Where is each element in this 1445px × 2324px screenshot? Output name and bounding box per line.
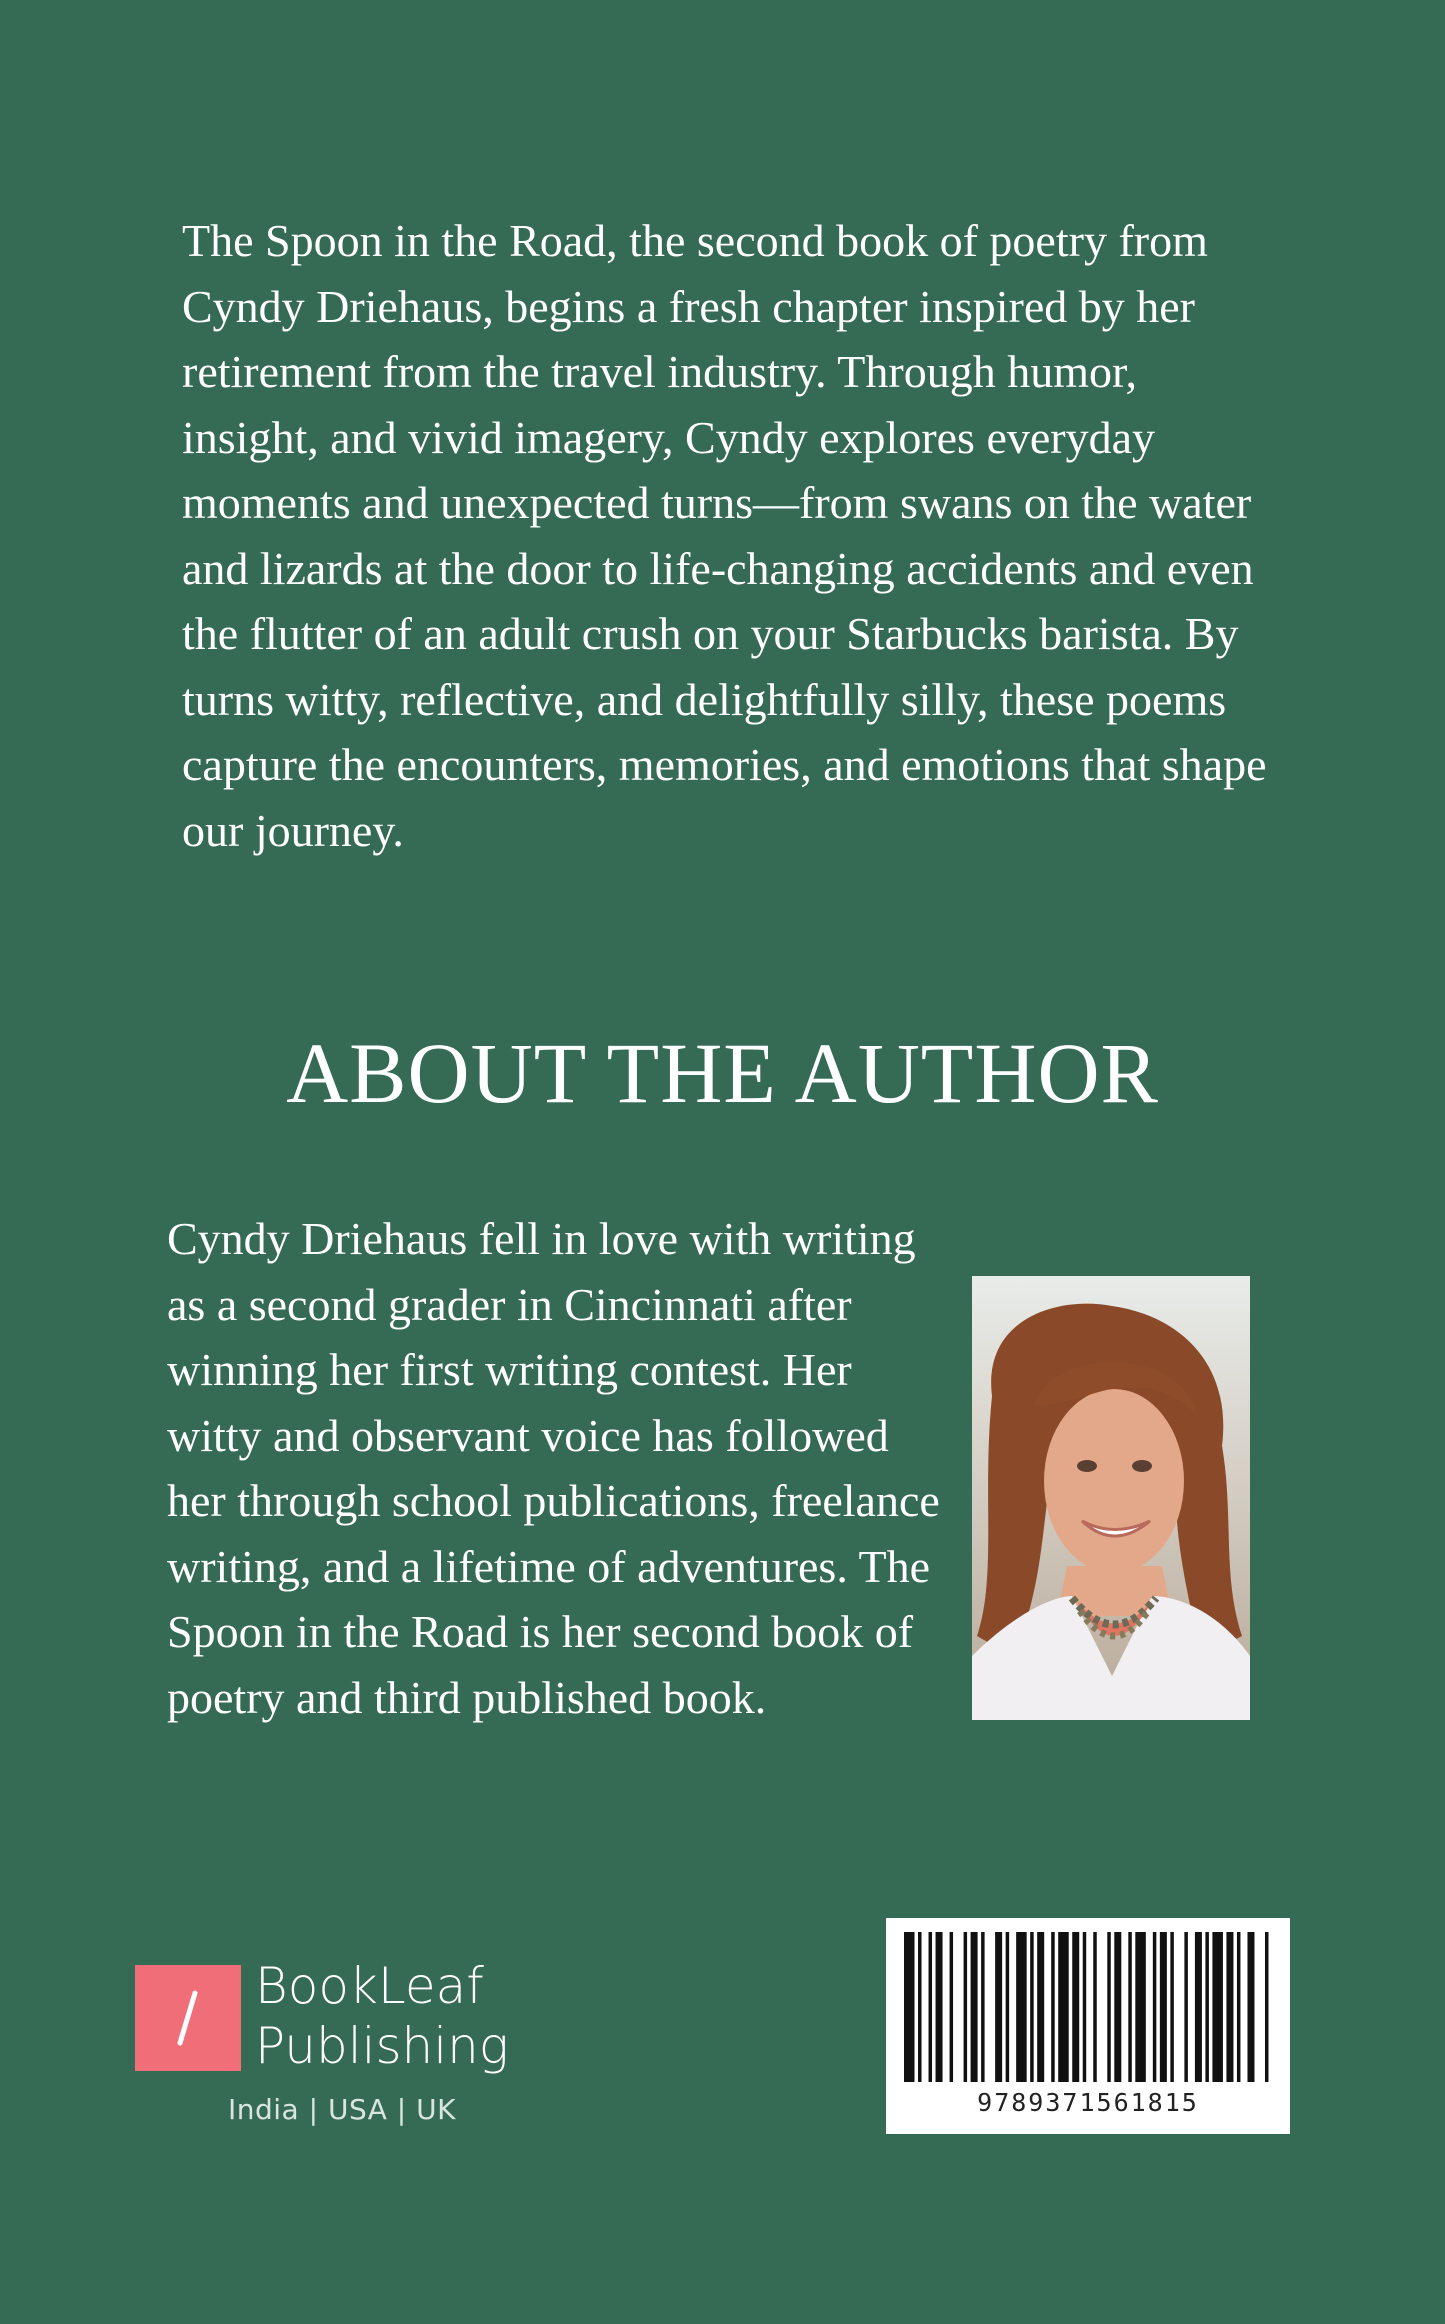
publisher-name-line2: Publishing (255, 2017, 509, 2075)
author-bio: Cyndy Driehaus fell in love with writing as a second grader in Cincinnati after winning her first writing contest. Her witty and observant voice has followed her through school publications, freelance writing, and a lifetime of adventures. The Spoon in the Road is her second book of poetry and third published book. (167, 1213, 940, 1723)
barcode-bar (1114, 1932, 1121, 2082)
author-photo (972, 1276, 1250, 1720)
barcode-bar (1205, 1932, 1209, 2082)
barcode-bar (995, 1932, 1002, 2082)
barcode-bar (1212, 1932, 1223, 2082)
barcode-bar (1170, 1932, 1174, 2082)
barcode-bar (1058, 1932, 1069, 2082)
barcode-bar (1237, 1932, 1241, 2082)
barcode-bar (1184, 1932, 1188, 2082)
barcode-bars (904, 1932, 1272, 2082)
barcode-bar (1128, 1932, 1132, 2082)
publisher-regions: India | USA | UK (228, 2093, 456, 2126)
barcode-bar (1006, 1932, 1010, 2082)
publisher-name (255, 1956, 509, 2076)
barcode-bar (1195, 1932, 1202, 2082)
barcode-bar (981, 1932, 985, 2082)
publisher-block (135, 1957, 555, 2130)
barcode-bar (1153, 1932, 1157, 2082)
barcode-bar (918, 1932, 922, 2082)
barcode-bar (950, 1932, 954, 2082)
isbn-number: 9789371561815 (977, 2088, 1199, 2117)
about-author-heading: ABOUT THE AUTHOR (286, 1025, 1159, 1121)
publisher-logo-icon (135, 1965, 241, 2071)
barcode-bar (1160, 1932, 1167, 2082)
barcode-bar (1093, 1932, 1097, 2082)
barcode-bar (936, 1932, 943, 2082)
barcode-bar (1072, 1932, 1079, 2082)
publisher-name-line1: BookLeaf (255, 1957, 484, 2015)
barcode-bar (1083, 1932, 1087, 2082)
barcode-bar (964, 1932, 968, 2082)
barcode-bar (1226, 1932, 1233, 2082)
barcode-bar (1051, 1932, 1055, 2082)
barcode-bar (1107, 1932, 1111, 2082)
barcode-bar (1265, 1932, 1269, 2082)
barcode-bar (1016, 1932, 1027, 2082)
barcode-bar (971, 1932, 978, 2082)
barcode-bar (904, 1932, 915, 2082)
book-description: The Spoon in the Road, the second book of poetry from Cyndy Driehaus, begins a fresh chapter inspired by her retirement from the travel industry. Through humor, insight, and vivid imagery, Cyndy explores everyday moments and unexpected turns—from swans on the water and lizards at the door to life-changing accidents and even the flutter of an adult crush on your Starbucks barista. By turns witty, reflective, and delightfully silly, these poems capture the encounters, memories, and emotions that shape our journey. (182, 215, 1267, 856)
barcode-bar (1135, 1932, 1146, 2082)
barcode-bar (1037, 1932, 1044, 2082)
barcode (886, 1918, 1290, 2134)
barcode-bar (929, 1932, 933, 2082)
barcode-bar (1247, 1932, 1254, 2082)
barcode-bar (1030, 1932, 1034, 2082)
